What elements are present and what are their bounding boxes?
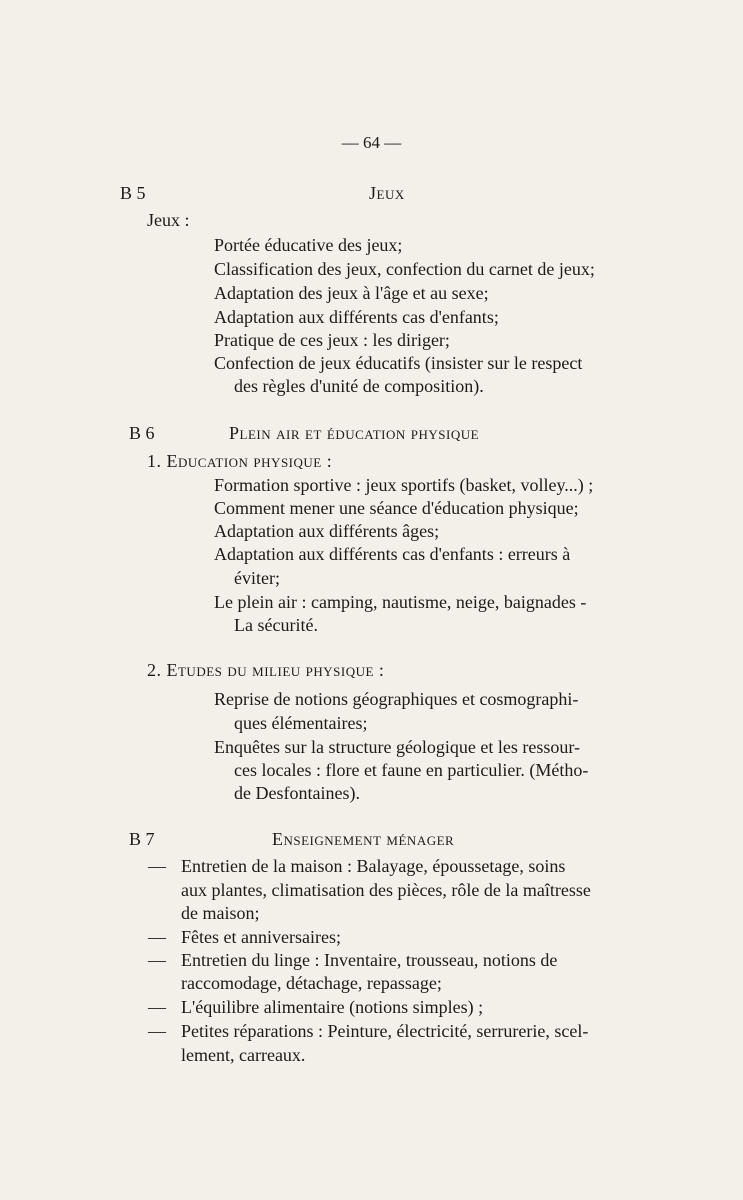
b6-2-line: Enquêtes sur la structure géologique et les ressour- [214, 737, 581, 757]
b6-1-line: Adaptation aux différents cas d'enfants : erreurs à [214, 544, 571, 564]
b6-2-line: Reprise de notions géographiques et cosmographi- [214, 689, 579, 709]
b6-1-line: éviter; [234, 568, 280, 588]
b6-2-line: ces locales : flore et faune en particulier. (Métho- [234, 760, 589, 780]
section-intro-b5: Jeux : [147, 210, 190, 230]
b5-line: Pratique de ces jeux : les diriger; [214, 330, 450, 350]
b7-line: de maison; [181, 903, 260, 923]
b6-1-line: La sécurité. [234, 615, 318, 635]
list-dash: — [148, 950, 166, 970]
b7-line: raccomodage, détachage, repassage; [181, 973, 442, 993]
subsection-title-b6-2: 2. Etudes du milieu physique : [147, 660, 385, 680]
b6-2-line: ques élémentaires; [234, 713, 368, 733]
b5-line: Confection de jeux éducatifs (insister sur le respect [214, 353, 583, 373]
b7-line: aux plantes, climatisation des pièces, rôle de la maîtresse [181, 880, 591, 900]
section-code-b7: B 7 [129, 829, 155, 849]
b7-line: Entretien de la maison : Balayage, époussetage, soins [181, 856, 566, 876]
section-title-b5: Jeux [369, 183, 405, 203]
b5-line: Adaptation des jeux à l'âge et au sexe; [214, 283, 489, 303]
b6-1-line: Comment mener une séance d'éducation physique; [214, 498, 579, 518]
list-dash: — [148, 927, 166, 947]
b7-line: Fêtes et anniversaires; [181, 927, 341, 947]
list-dash: — [148, 856, 166, 876]
b6-1-line: Adaptation aux différents âges; [214, 521, 440, 541]
b7-line: lement, carreaux. [181, 1045, 306, 1065]
section-code-b5: B 5 [120, 183, 146, 203]
b6-2-line: de Desfontaines). [234, 783, 360, 803]
b5-line: Adaptation aux différents cas d'enfants; [214, 307, 499, 327]
b6-1-line: Le plein air : camping, nautisme, neige, baignades - [214, 592, 587, 612]
b7-line: L'équilibre alimentaire (notions simples) ; [181, 997, 484, 1017]
section-title-b7: Enseignement ménager [272, 829, 455, 849]
b6-1-line: Formation sportive : jeux sportifs (basket, volley...) ; [214, 475, 594, 495]
section-code-b6: B 6 [129, 423, 155, 443]
subsection-title-b6-1: 1. Education physique : [147, 451, 333, 471]
b5-line: Portée éducative des jeux; [214, 235, 403, 255]
page-number: — 64 — [341, 133, 402, 152]
b5-line: des règles d'unité de composition). [234, 376, 484, 396]
b7-line: Entretien du linge : Inventaire, trousseau, notions de [181, 950, 558, 970]
b5-line: Classification des jeux, confection du carnet de jeux; [214, 259, 595, 279]
b7-line: Petites réparations : Peinture, électricité, serrurerie, scel- [181, 1021, 589, 1041]
list-dash: — [148, 1021, 166, 1041]
list-dash: — [148, 997, 166, 1017]
section-title-b6: Plein air et éducation physique [229, 423, 480, 443]
